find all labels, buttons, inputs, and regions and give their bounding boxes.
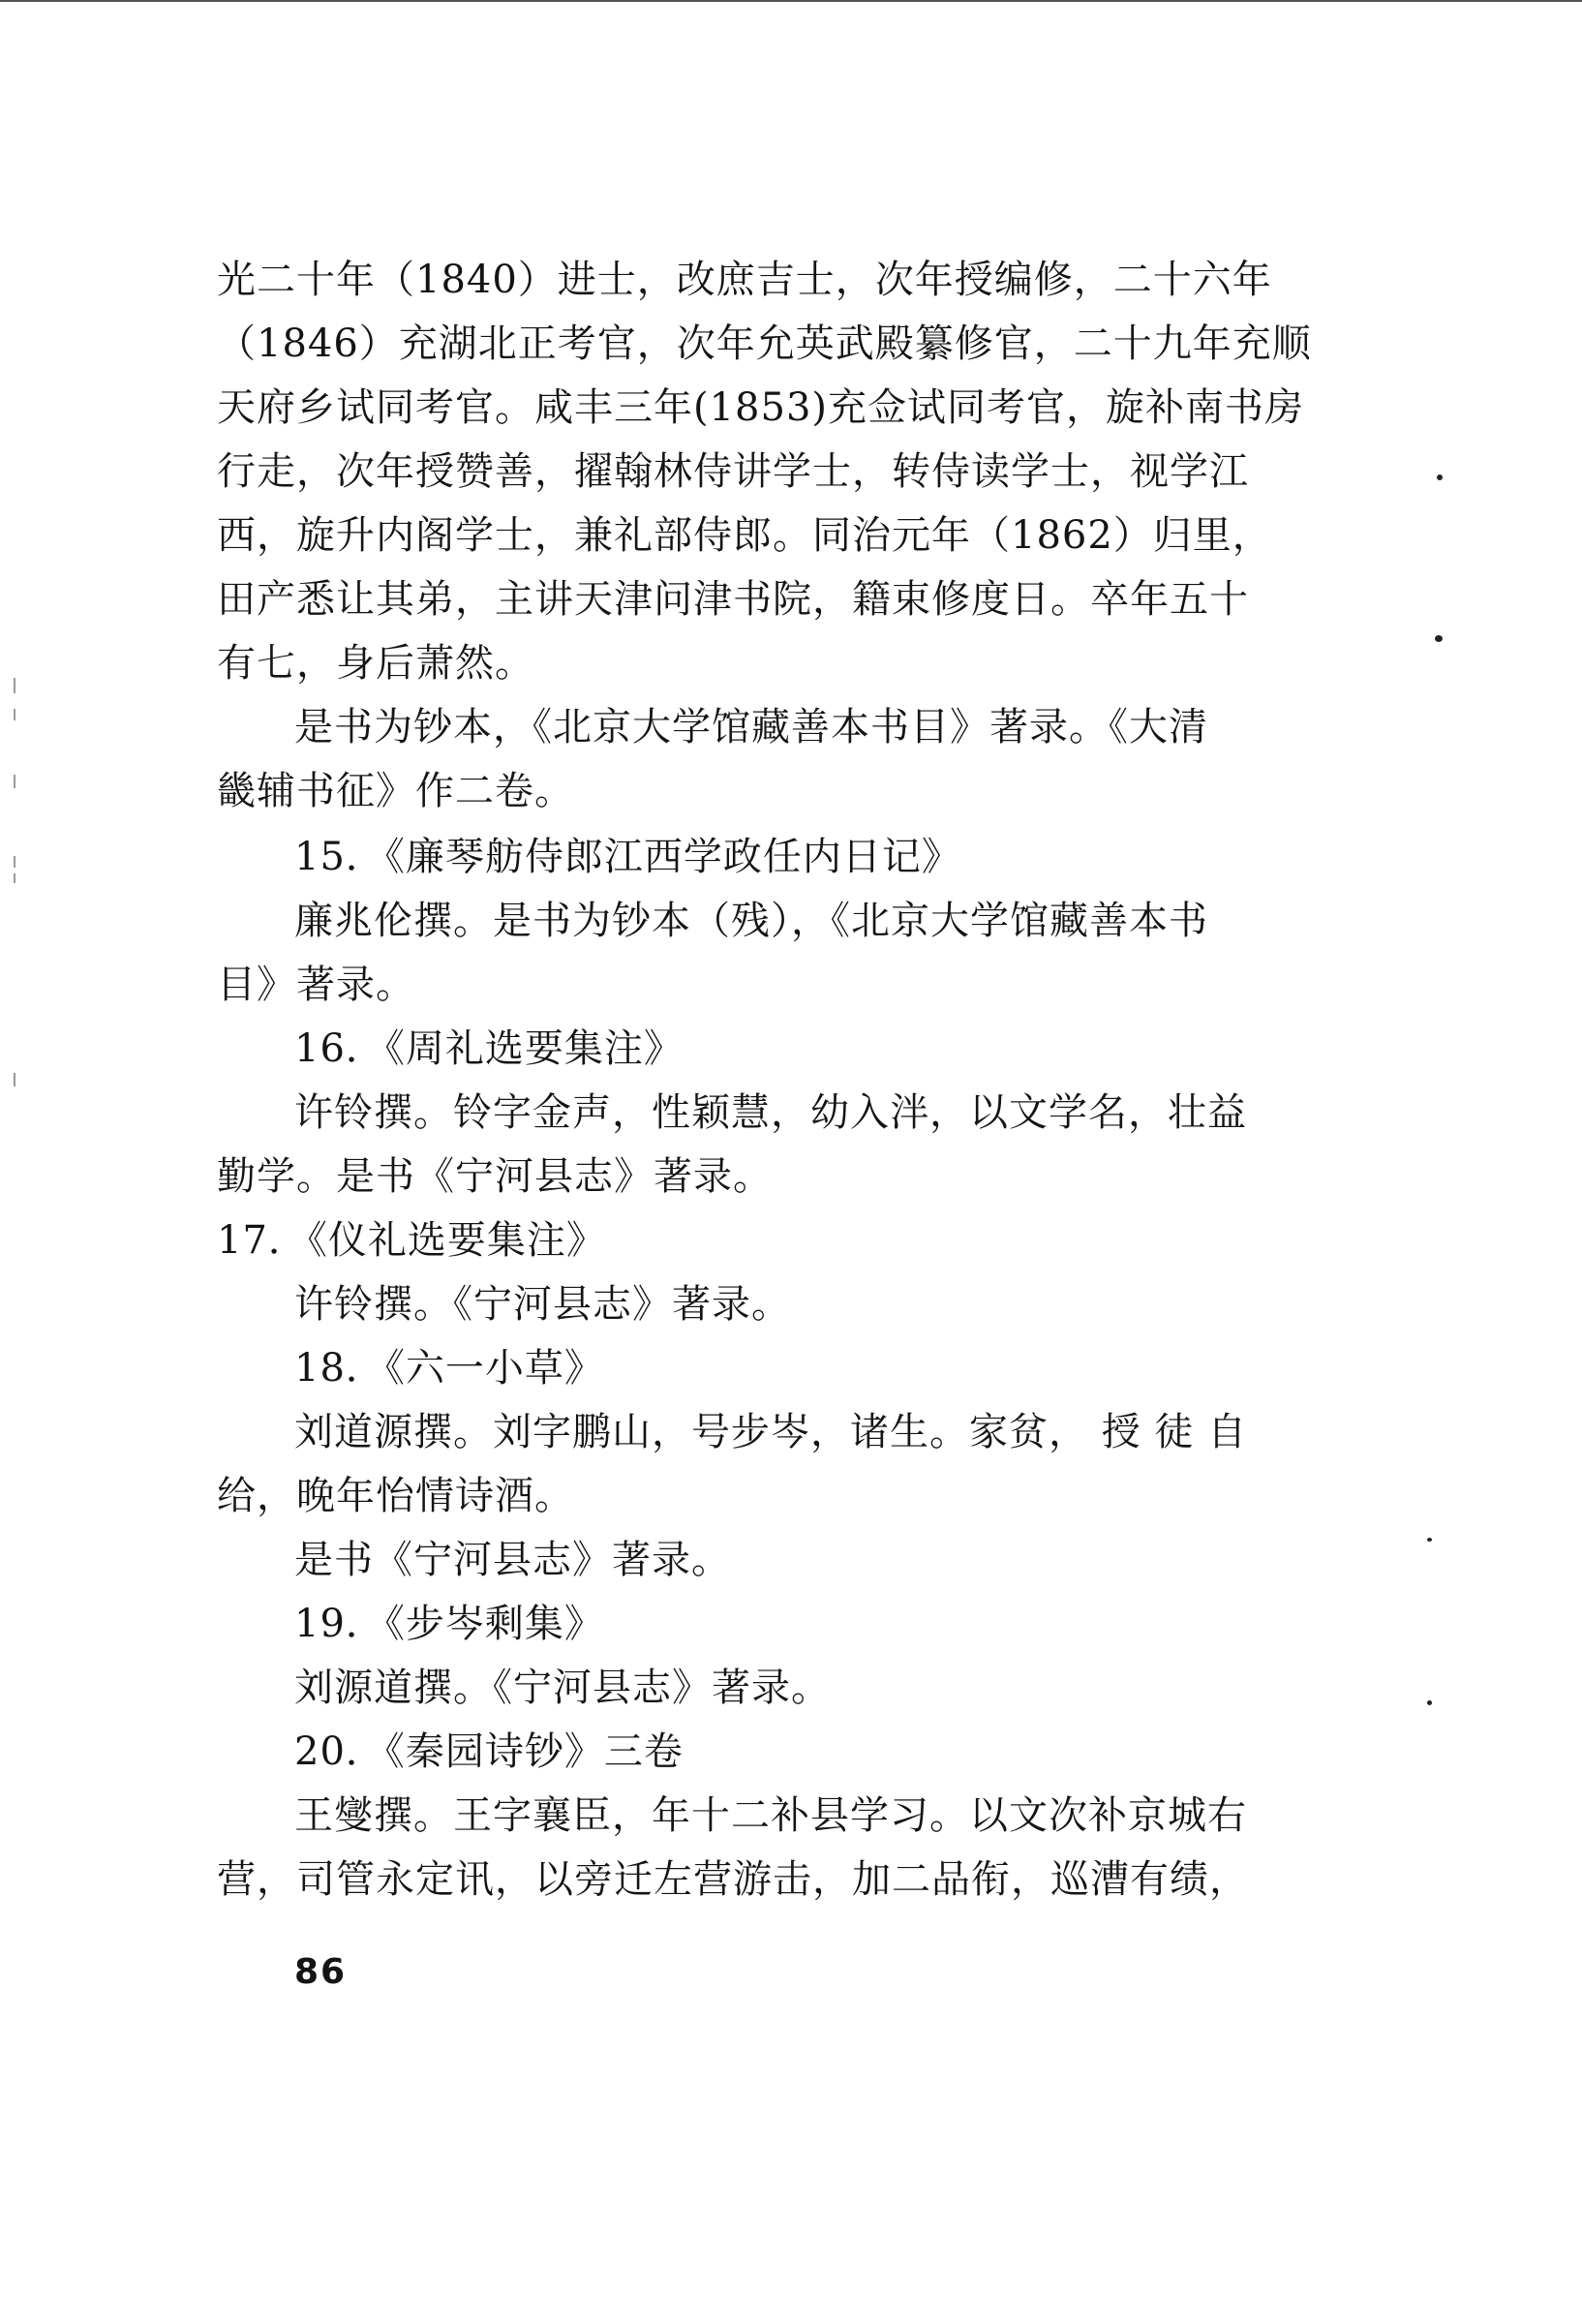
entry-heading-15: 15．《廉琴舫侍郎江西学政任内日记》 [294, 835, 961, 879]
text-line-19: 刘道源撰。刘字鹏山，号步岑，诸生。家贫， 授 徒 自 [294, 1410, 1248, 1454]
text-line-25: 王燮撰。王字襄臣，年十二补县学习。以文次补京城右 [294, 1793, 1247, 1838]
margin-mark [14, 1073, 15, 1086]
text-line-7: 有七，身后萧然。 [217, 641, 534, 686]
text-line-20: 给，晚年怡情诗酒。 [217, 1474, 574, 1518]
text-line-4: 行走，次年授赞善，擢翰林侍讲学士，转侍读学士，视学江 [217, 449, 1249, 494]
text-line-5: 西，旋升内阁学士，兼礼部侍郎。同治元年（1862）归里， [217, 513, 1272, 558]
text-line-17: 许铃撰。《宁河县志》著录。 [294, 1282, 791, 1327]
margin-mark [14, 709, 15, 720]
margin-mark [14, 678, 15, 693]
text-line-9: 畿辅书征》作二卷。 [217, 769, 574, 813]
entry-heading-18: 18．《六一小草》 [294, 1346, 604, 1391]
scan-speck [1437, 474, 1443, 480]
scan-speck [1427, 1700, 1432, 1705]
text-line-12: 目》著录。 [217, 963, 415, 1007]
text-line-3: 天府乡试同考官。咸丰三年(1853)充佥试同考官，旋补南书房 [217, 385, 1305, 430]
margin-mark [14, 856, 15, 868]
text-line-26: 营，司管永定讯，以旁迁左营游击，加二品衔，巡漕有绩， [217, 1857, 1249, 1902]
margin-mark [14, 873, 15, 883]
entry-heading-16: 16．《周礼选要集注》 [294, 1026, 684, 1071]
text-line-6: 田产悉让其弟，主讲天津问津书院，籍束修度日。卒年五十 [217, 577, 1249, 622]
entry-heading-19: 19．《步岑剩集》 [294, 1602, 604, 1646]
scan-speck [1435, 635, 1443, 642]
scan-speck [1427, 1538, 1432, 1542]
text-line-21: 是书《宁河县志》著录。 [294, 1538, 731, 1582]
text-line-23: 刘源道撰。《宁河县志》著录。 [294, 1666, 831, 1710]
margin-mark [14, 775, 15, 788]
entry-heading-17: 17．《仪礼选要集注》 [217, 1218, 606, 1263]
text-line-15: 勤学。是书《宁河县志》著录。 [217, 1154, 773, 1199]
page-number: 86 [294, 1952, 348, 1992]
text-line-14: 许铃撰。铃字金声，性颖慧，幼入泮，以文学名，壮益 [294, 1090, 1247, 1135]
entry-heading-20: 20．《秦园诗钞》三卷 [294, 1729, 684, 1774]
text-line-8: 是书为钞本，《北京大学馆藏善本书目》著录。《大清 [294, 705, 1208, 749]
text-line-2: （1846）充湖北正考官，次年允英武殿纂修官，二十九年充顺 [217, 321, 1312, 366]
text-line-11: 廉兆伦撰。是书为钞本（残），《北京大学馆藏善本书 [294, 899, 1208, 943]
text-line-1: 光二十年（1840）进士，改庶吉士，次年授编修，二十六年 [217, 258, 1272, 302]
